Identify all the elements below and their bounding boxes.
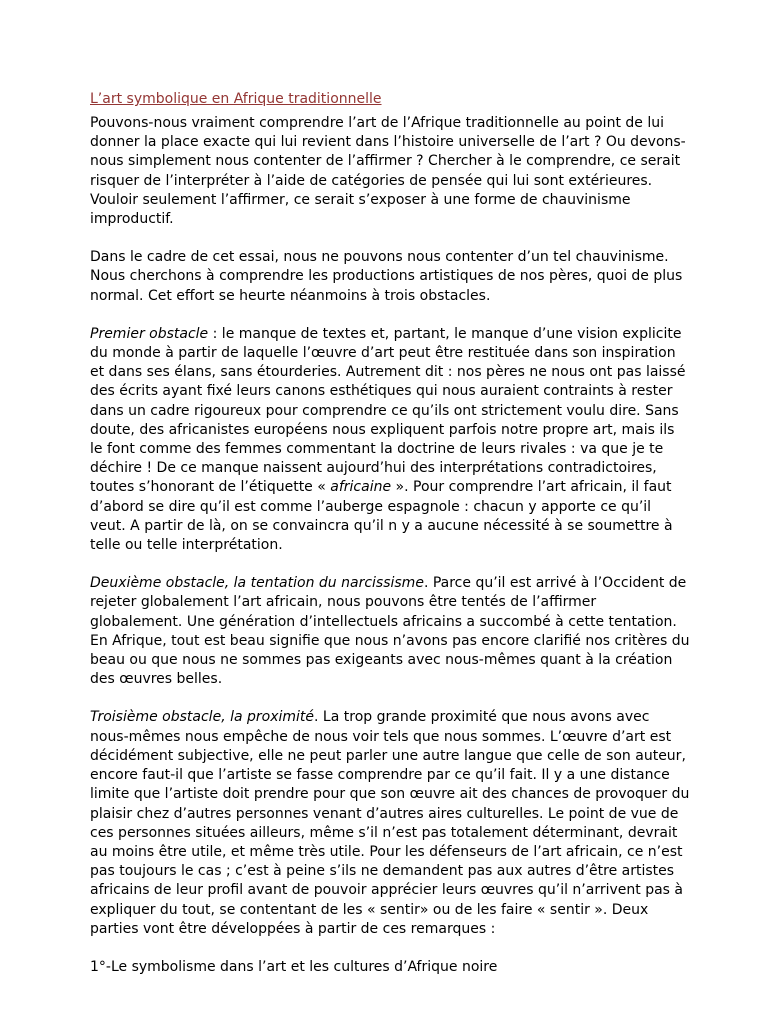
third-obstacle-text: . La trop grande proximité que nous avons avec nous-mêmes nous empêche de nous voir tels que nous sommes. L’œuvre d’art est décidément subjective, elle ne peut parler une autre langue que celle de son auteur, encore faut-il que l’artiste se fasse comprendre par ce qu’il fait. Il y a une distance limite que l’artiste doit prendre pour que son œuvre ait des chances de provoquer du plaisir chez d’autres personnes venant d’autres aires culturelles. Le point de vue de ces personnes situées ailleurs, même s’il n’est pas totalement déterminant, devrait au moins être utile, et même très utile. Pour les défenseurs de l’art africain, ce n’est pas toujours le cas ; c’est à peine s’ils ne demandent pas aux autres d’être artistes africains de leur profil avant de pouvoir apprécier leurs œuvres qu’il n’arrivent pas à expliquer du tout, se contentant de les « sentir» ou de les faire « sentir ». Deux parties vont être développées à partir de ces remarques : bbox=[90, 709, 690, 937]
second-obstacle-heading: Deuxième obstacle, la tentation du narcissisme bbox=[90, 575, 424, 592]
spacer bbox=[90, 306, 690, 325]
document-page bbox=[90, 90, 690, 977]
paragraph-essay-frame: Dans le cadre de cet essai, nous ne pouvons nous contenter d’un tel chauvinisme. Nous cherchons à comprendre les productions artistiques de nos pères, quoi de plus normal. Cet effort se heurte néanmoins à trois obstacles. bbox=[90, 249, 683, 304]
paragraph-first-obstacle bbox=[90, 325, 690, 555]
section-heading-symbolism: 1°-Le symbolisme dans l’art et les cultures d’Afrique noire bbox=[90, 958, 498, 975]
second-obstacle-text: . Parce qu’il est arrivé à l’Occident de rejeter globalement l’art africain, nous pouvons être tentés de l’affirmer globalement. Une génération d’intellectuels africains a succombé à cette tentation. En Afrique, tout est beau signifie que nous n’avons pas encore clarifié nos critères du beau ou que nous ne sommes pas exigeants avec nous-mêmes quant à la création des œuvres belles. bbox=[90, 575, 690, 688]
first-obstacle-emphasis: africaine bbox=[330, 479, 392, 496]
paragraph-second-obstacle bbox=[90, 574, 690, 689]
third-obstacle-heading: Troisième obstacle, la proximité bbox=[90, 709, 315, 726]
spacer bbox=[90, 229, 690, 248]
paragraph-third-obstacle bbox=[90, 708, 690, 938]
first-obstacle-text-a: : le manque de textes et, partant, le manque d’une vision explicite du monde à partir de laquelle l’œuvre d’art peut être restituée dans son inspiration et dans ses élans, sans étourderies. Autrement dit : nos pères ne nous ont pas laissé des écrits ayant fixé leurs canons esthétiques qui nous auraient contraints à rester dans un cadre rigoureux pour comprendre ce qu’ils ont strictement voulu dire. Sans doute, des africanistes européens nous expliquent parfois notre propre art, mais ils le font comme des femmes commentant la doctrine de leurs rivales : va que je te déchire ! De ce manque naissent aujourd’hui des interprétations contradictoires, toutes s’honorant de l’étiquette « bbox=[90, 325, 686, 496]
first-obstacle-text-b: ». Pour comprendre l’art africain, il faut d’abord se dire qu’il est comme l’auberge espagnole : chacun y apporte ce qu’il veut. A partir de là, on se convaincra qu’il n y a aucune nécessité à se soumettre à telle ou telle interprétation. bbox=[90, 479, 673, 554]
first-obstacle-heading: Premier obstacle bbox=[90, 325, 209, 342]
spacer bbox=[90, 689, 690, 708]
paragraph-intro: Pouvons-nous vraiment comprendre l’art de l’Afrique traditionnelle au point de lui donner la place exacte qui lui revient dans l’histoire universelle de l’art ? Ou devons-nous simplement nous contenter de l’affirmer ? Chercher à le comprendre, ce serait risquer de l’interpréter à l’aide de catégories de pensée qui lui sont extérieures. Vouloir seulement l’affirmer, ce serait s’exposer à une forme de chauvinisme improductif. bbox=[90, 115, 686, 228]
document-title: L’art symbolique en Afrique traditionnelle bbox=[90, 91, 382, 107]
spacer bbox=[90, 555, 690, 574]
spacer bbox=[90, 939, 690, 958]
